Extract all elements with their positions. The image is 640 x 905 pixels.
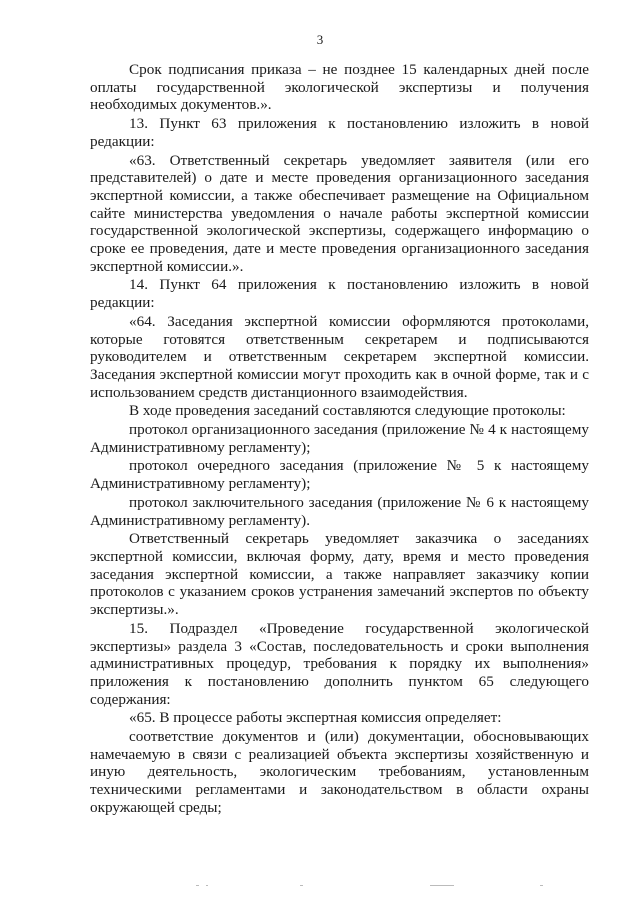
paragraph: «65. В процессе работы экспертная комиссия определяет: bbox=[129, 709, 502, 727]
document-body bbox=[90, 61, 589, 817]
scan-mark bbox=[430, 885, 454, 886]
paragraph: протокол организационного заседания (приложение № 4 к настоящему Административному регламенту); bbox=[90, 421, 589, 456]
paragraph: В ходе проведения заседаний составляются следующие протоколы: bbox=[129, 402, 566, 420]
page-number: 3 bbox=[316, 32, 324, 47]
scan-mark bbox=[540, 885, 543, 886]
scan-artifact bbox=[0, 885, 640, 891]
paragraph: 14. Пункт 64 приложения к постановлению изложить в новой редакции: bbox=[90, 276, 589, 312]
paragraph: 13. Пункт 63 приложения к постановлению изложить в новой редакции: bbox=[90, 115, 589, 150]
paragraph: протокол очередного заседания (приложение № 5 к настоящему Административному регламенту); bbox=[90, 457, 589, 493]
scan-mark bbox=[206, 885, 208, 886]
scan-mark bbox=[196, 885, 199, 886]
paragraph: «64. Заседания экспертной комиссии оформляются протоколами, которые готовятся ответственным секретарем и подписываются руководителем и ответственным секретарем экспертной комиссии. Заседания экспертной комиссии могут проходить как в очной форме, так и с использованием средств дистанционного взаимодействия. bbox=[90, 312, 589, 401]
paragraph: «63. Ответственный секретарь уведомляет заявителя (или его представителей) о дате и месте проведения организационного заседания экспертной комиссии, а также обеспечивает размещение на Официальном сайте министерства уведомления о начале работы экспертной комиссии государственной экологической экспертизы, содержащего информацию о сроке ее проведения, дате и месте проведения организационного заседания экспертной комиссии.». bbox=[90, 151, 589, 275]
paragraph: протокол заключительного заседания (приложение № 6 к настоящему Административному регламенту). bbox=[90, 493, 589, 529]
paragraph: Срок подписания приказа – не позднее 15 календарных дней после оплаты государственной экологической экспертизы и получения необходимых документов.». bbox=[90, 61, 589, 114]
paragraph: Ответственный секретарь уведомляет заказчика о заседаниях экспертной комиссии, включая форму, дату, время и место проведения заседания экспертной комиссии, а также направляет заказчику копии протоколов с указанием сроков устранения замечаний экспертов по объекту экспертизы.». bbox=[90, 530, 589, 619]
paragraph: соответствие документов и (или) документации, обосновывающих намечаемую в связи с реализацией объекта экспертизы хозяйственную и иную деятельность, экологическим требованиям, установленным техническими регламентами и законодательством в области охраны окружающей среды; bbox=[90, 728, 589, 816]
scan-mark bbox=[300, 885, 303, 886]
paragraph: 15. Подраздел «Проведение государственной экологической экспертизы» раздела 3 «Состав, последовательность и сроки выполнения административных процедур, требования к порядку их выполнения» приложения к постановлению дополнить пунктом 65 следующего содержания: bbox=[90, 619, 589, 708]
